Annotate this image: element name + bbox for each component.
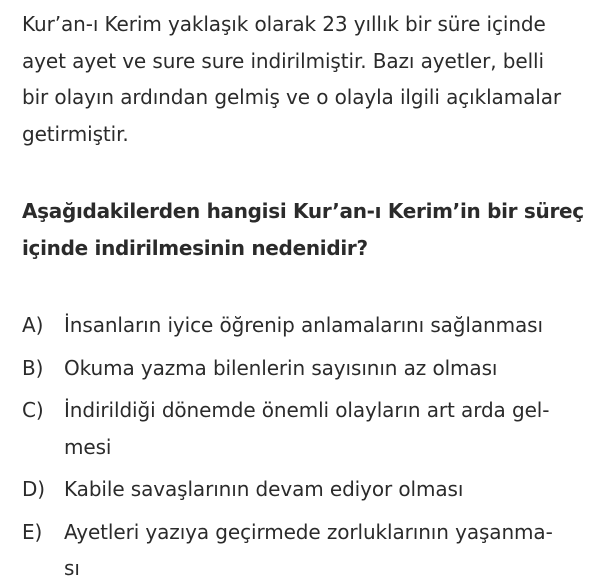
question-line: içinde indirilmesinin nedenidir?	[22, 236, 368, 260]
question-stem	[22, 193, 598, 267]
question-card	[22, 6, 598, 587]
option-text	[64, 350, 497, 387]
option-text-line: Kabile savaşlarının devam ediyor olması	[64, 477, 464, 501]
option-letter: B)	[22, 355, 44, 380]
option-letter: E)	[22, 519, 43, 544]
option-text-line: İnsanların iyice öğrenip anlamalarını sağlanması	[64, 313, 543, 337]
passage-line: ayet ayet ve sure sure indirilmiştir. Bazı ayetler, belli	[22, 48, 544, 73]
option-b[interactable]	[22, 350, 598, 387]
option-text-line: Okuma yazma bilenlerin sayısının az olması	[64, 355, 498, 380]
option-c[interactable]	[22, 392, 598, 465]
option-d[interactable]	[22, 471, 598, 508]
passage-line: bir olayın ardından gelmiş ve o olayla ilgili açıklamalar	[22, 85, 561, 109]
option-letter: C)	[22, 398, 44, 422]
passage-line: Kur’an-ı Kerim yaklaşık olarak 23 yıllık bir süre içinde	[22, 12, 546, 36]
answer-options	[22, 307, 598, 587]
option-letter: A)	[22, 313, 44, 337]
option-text	[64, 392, 549, 465]
option-text-line: sı	[64, 556, 80, 580]
option-letter: D)	[22, 477, 46, 501]
passage-line: getirmiştir.	[22, 121, 129, 146]
option-text	[64, 471, 463, 508]
option-text-line: İndirildiği dönemde önemli olayların art arda gel-	[64, 398, 550, 422]
option-text	[64, 307, 543, 344]
option-text-line: Ayetleri yazıya geçirmede zorluklarının yaşanma-	[64, 519, 553, 544]
question-line: Aşağıdakilerden hangisi Kur’an-ı Kerim’in bir süreç	[22, 199, 584, 223]
passage-text	[22, 6, 598, 152]
option-a[interactable]	[22, 307, 598, 344]
option-text-line: mesi	[64, 434, 112, 459]
